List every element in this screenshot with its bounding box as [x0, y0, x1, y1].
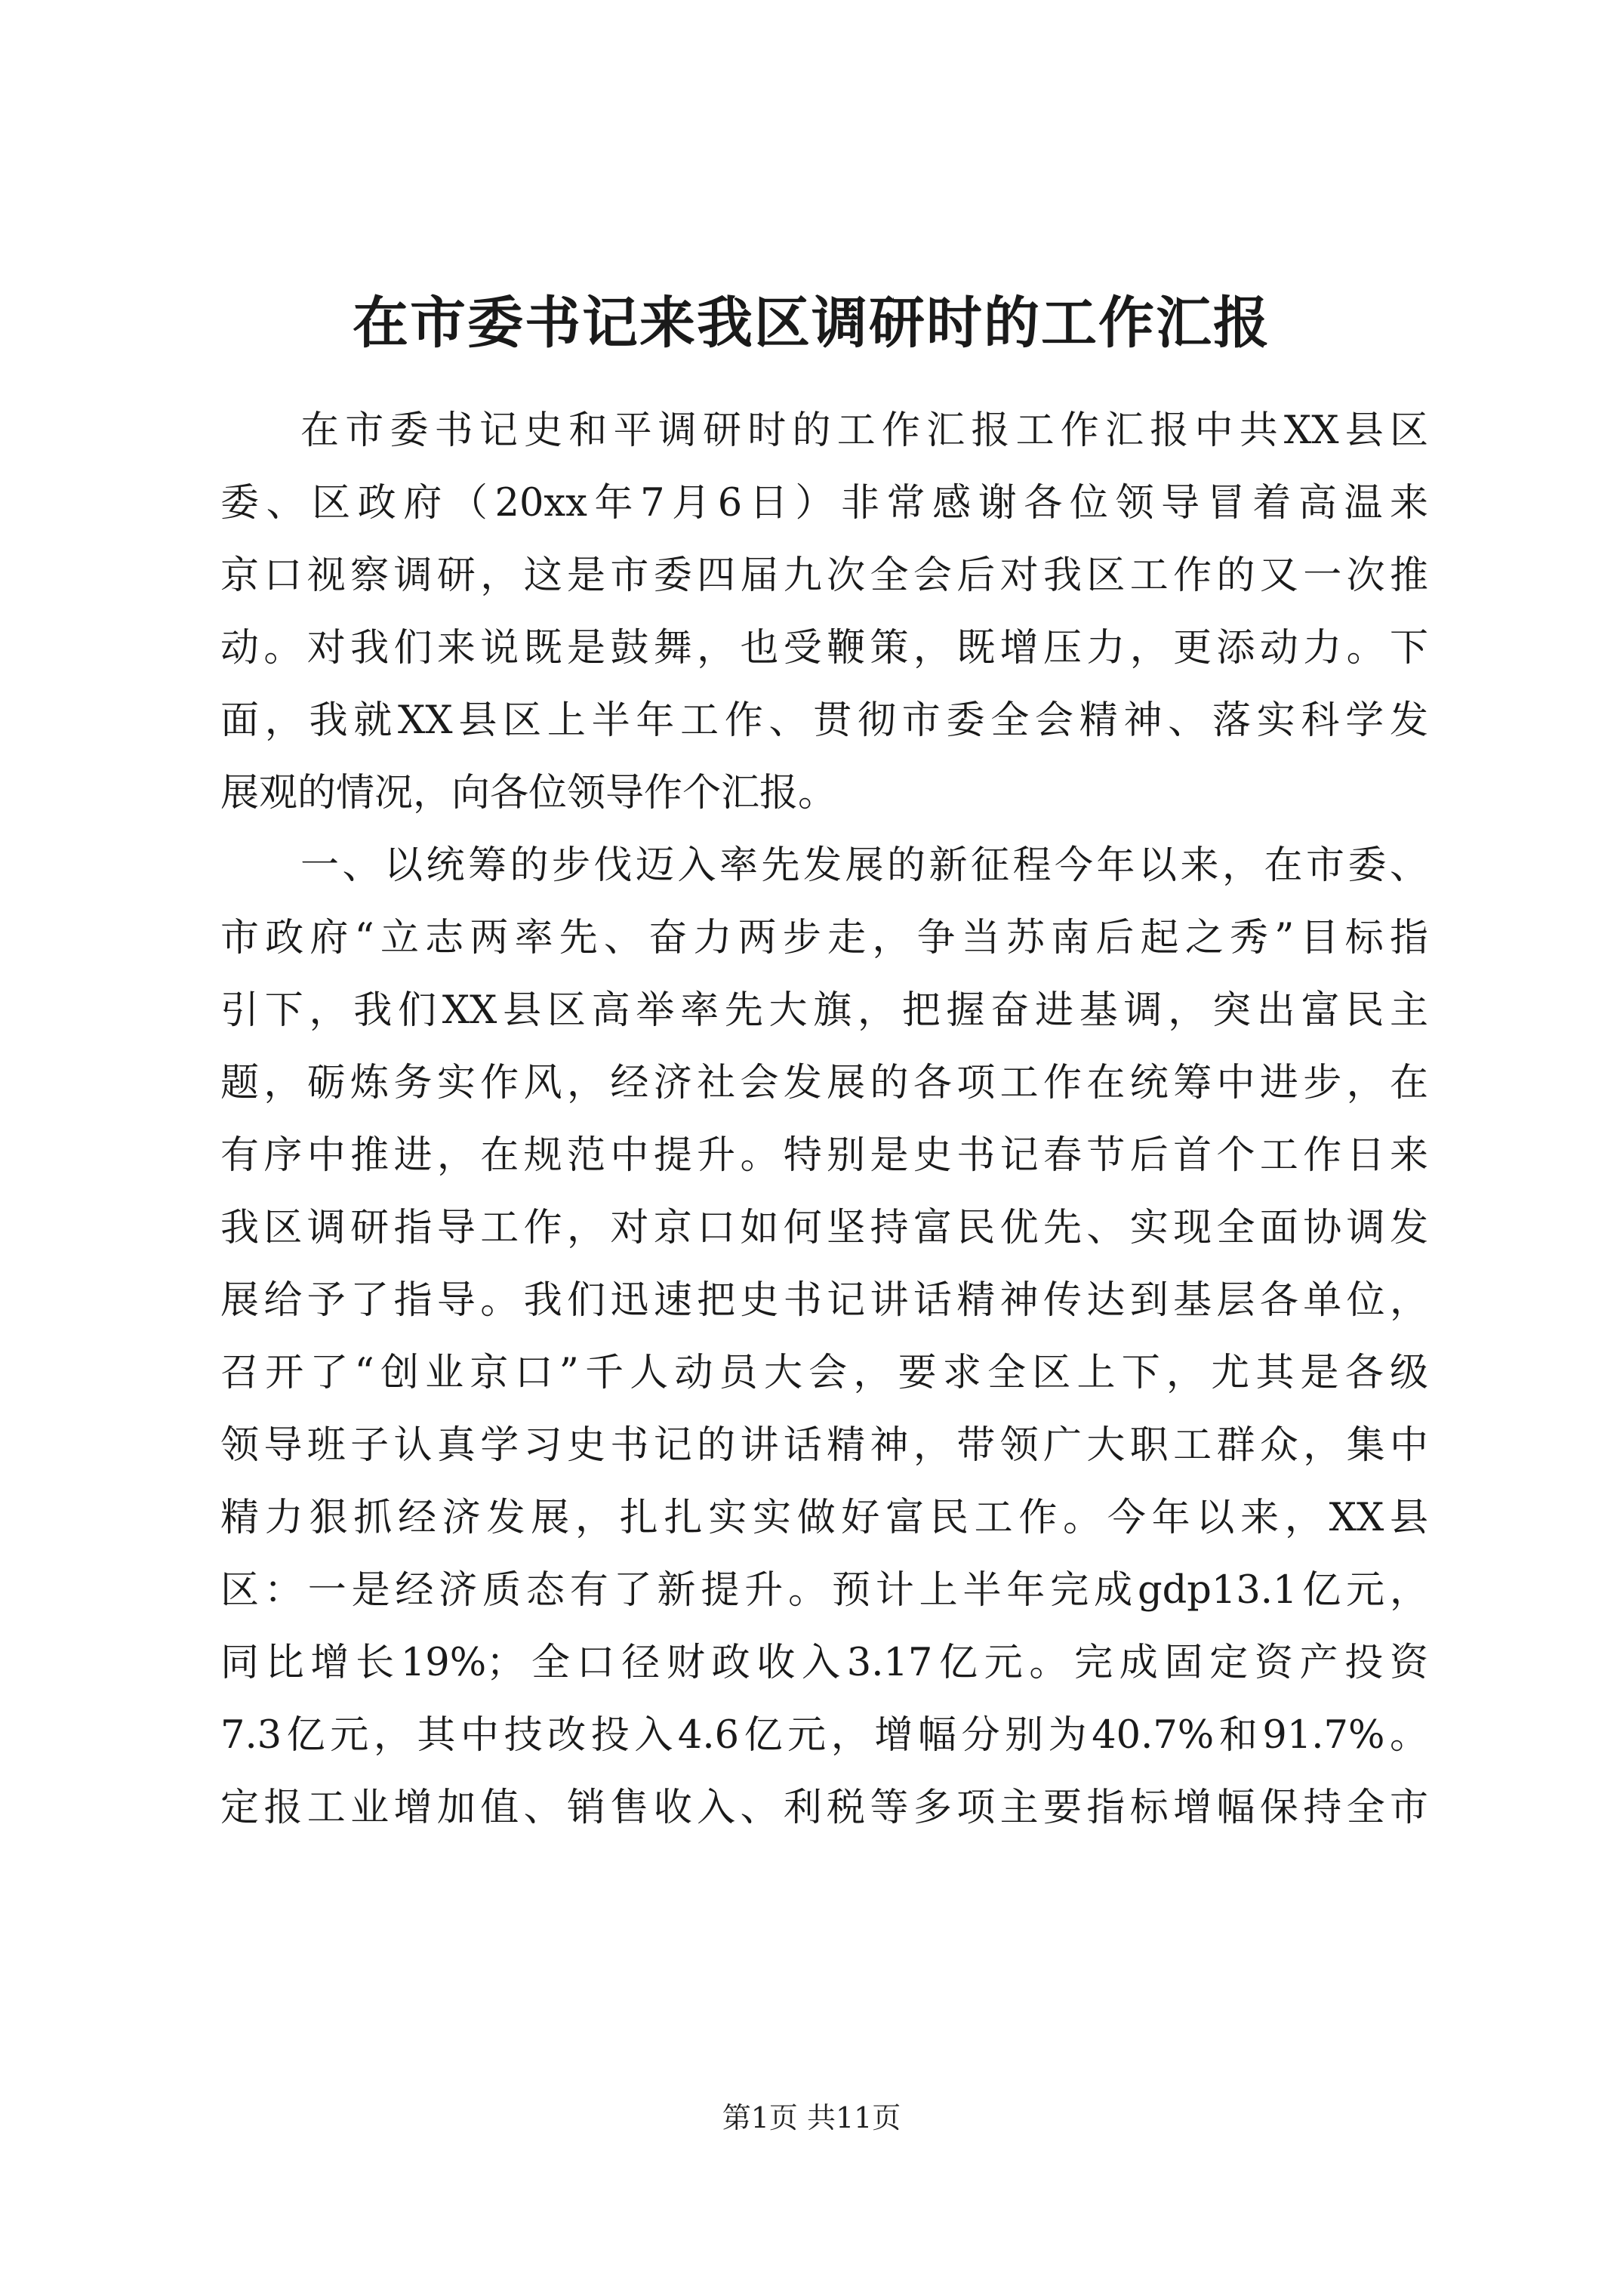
body-line: 展观的情况，向各位领导作个汇报。 — [220, 771, 837, 815]
body-line: 面，我就XX县区上半年工作、贯彻市委全会精神、落实科学发 — [220, 698, 1428, 743]
body-line: 精力狠抓经济发展，扎扎实实做好富民工作。今年以来，XX县 — [220, 1496, 1428, 1540]
document-title: 在市委书记来我区调研时的工作汇报 — [353, 291, 1270, 356]
body-line: 动。对我们来说既是鼓舞，也受鞭策，既增压力，更添动力。下 — [220, 626, 1428, 670]
body-line: 一、以统筹的步伐迈入率先发展的新征程今年以来，在市委、 — [300, 843, 1428, 888]
body-line: 区：一是经济质态有了新提升。预计上半年完成gdp13.1亿元， — [220, 1568, 1428, 1613]
body-line: 展给予了指导。我们迅速把史书记讲话精神传达到基层各单位， — [220, 1278, 1428, 1323]
body-line: 召开了“创业京口”千人动员大会，要求全区上下，尤其是各级 — [220, 1351, 1428, 1395]
body-line: 市政府“立志两率先、奋力两步走，争当苏南后起之秀”目标指 — [220, 916, 1428, 960]
body-line: 同比增长19%；全口径财政收入3.17亿元。完成固定资产投资 — [220, 1641, 1428, 1685]
body-line: 引下，我们XX县区高举率先大旗，把握奋进基调，突出富民主 — [220, 988, 1428, 1033]
body-line: 有序中推进，在规范中提升。特别是史书记春节后首个工作日来 — [220, 1133, 1428, 1178]
body-line: 领导班子认真学习史书记的讲话精神，带领广大职工群众，集中 — [220, 1423, 1428, 1468]
body-line: 在市委书记史和平调研时的工作汇报工作汇报中共XX县区 — [300, 408, 1428, 453]
body-line: 定报工业增加值、销售收入、利税等多项主要指标增幅保持全市 — [220, 1786, 1428, 1830]
body-line: 委、区政府（20xx年7月6日）非常感谢各位领导冒着高温来 — [220, 481, 1428, 525]
body-line: 题，砺炼务实作风，经济社会发展的各项工作在统筹中进步，在 — [220, 1061, 1428, 1105]
body-line: 京口视察调研，这是市委四届九次全会后对我区工作的又一次推 — [220, 553, 1428, 598]
page-number-footer: 第1页 共11页 — [722, 2101, 901, 2134]
body-line: 我区调研指导工作，对京口如何坚持富民优先、实现全面协调发 — [220, 1206, 1428, 1250]
body-line: 7.3亿元，其中技改投入4.6亿元，增幅分别为40.7%和91.7%。 — [220, 1713, 1428, 1758]
